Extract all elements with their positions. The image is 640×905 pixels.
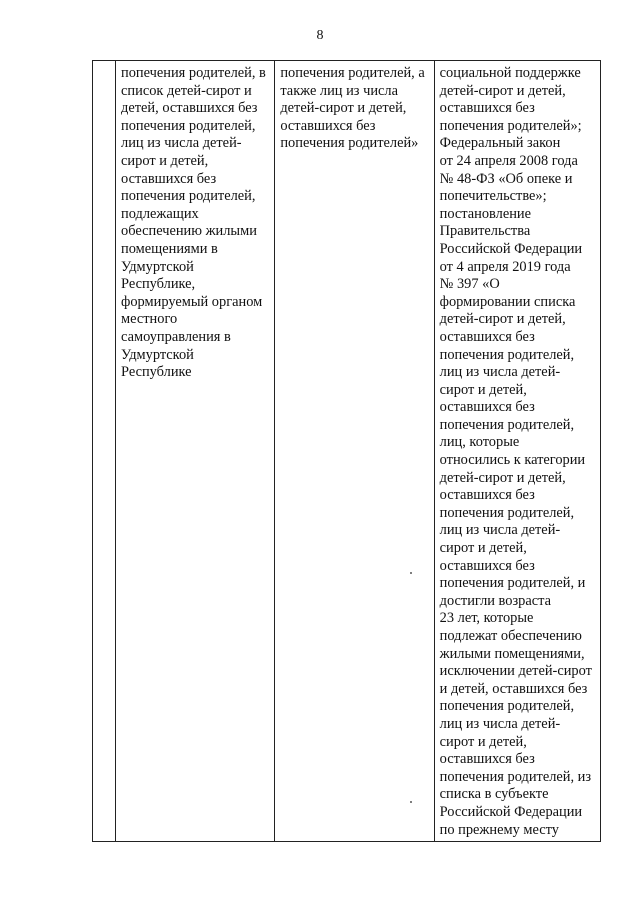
text-line: постановление (439, 205, 532, 222)
text-line: Удмуртской (121, 346, 194, 363)
text-line: сирот и детей, (439, 381, 527, 398)
text-line: Удмуртской (121, 258, 194, 275)
text-line: Республике, (121, 276, 196, 293)
text-line: попечения родителей» (280, 135, 419, 152)
text-line: оставшихся без (121, 170, 217, 187)
text-line: лиц, которые (439, 434, 520, 451)
text-line: формировании списка (439, 293, 576, 310)
text-line: от 24 апреля 2008 года (439, 152, 578, 169)
cell-text-list-description (116, 61, 274, 382)
text-line: оставшихся без (439, 557, 535, 574)
cell-text-category-description (275, 61, 433, 153)
scan-speck (410, 572, 412, 574)
text-line: Российской Федерации (439, 803, 583, 820)
text-line: оставшихся без (280, 117, 376, 134)
text-line: попечения родителей, (439, 416, 575, 433)
text-line: самоуправления в (121, 328, 231, 345)
text-line: оставшихся без (439, 399, 535, 416)
text-line: попечения родителей, а (280, 65, 425, 81)
text-line: попечения родителей, из (439, 768, 592, 785)
text-line: и детей, оставшихся без (439, 680, 588, 697)
text-line: детей-сирот и детей, (439, 469, 566, 486)
document-table (92, 60, 601, 842)
text-line: подлежащих (121, 205, 199, 222)
text-line: от 4 апреля 2019 года (439, 258, 571, 275)
text-line: оставшихся без (439, 328, 535, 345)
text-line: по прежнему месту (439, 821, 559, 838)
text-line: детей, оставшихся без (121, 100, 258, 117)
text-line: достигли возраста (439, 592, 551, 609)
text-line: сирот и детей, (439, 733, 527, 750)
table-cell-legal-basis (434, 61, 600, 842)
text-line: социальной поддержке (439, 65, 581, 81)
text-line: формируемый органом (121, 293, 263, 310)
text-line: сирот и детей, (121, 152, 209, 169)
text-line: попечения родителей, (439, 504, 575, 521)
text-line: местного (121, 311, 178, 328)
text-line: относились к категории (439, 452, 586, 469)
page-number: 8 (316, 28, 324, 43)
text-line: попечения родителей, (121, 188, 256, 205)
text-line: детей-сирот и детей, (280, 100, 407, 117)
scan-speck (410, 801, 412, 803)
text-line: списка в субъекте (439, 786, 549, 803)
text-line: обеспечению жилыми (121, 223, 257, 240)
text-line: также лиц из числа (280, 82, 398, 99)
text-line: оставшихся без (439, 487, 535, 504)
text-line: 23 лет, которые (439, 610, 534, 627)
text-line: попечения родителей, и (439, 575, 586, 592)
text-line: попечения родителей, (439, 346, 575, 363)
table-cell-number-column (93, 61, 116, 842)
text-line: лиц из числа детей- (439, 522, 561, 539)
table-cell-list-description (116, 61, 275, 842)
text-line: список детей-сирот и (121, 82, 252, 99)
text-line: попечения родителей, (439, 698, 575, 715)
text-line: исключении детей-сирот (439, 663, 592, 680)
text-line: № 48-ФЗ «Об опеке и (439, 170, 573, 187)
text-line: Федеральный закон (439, 135, 561, 152)
text-line: попечения родителей»; (439, 117, 582, 134)
text-line: лиц из числа детей- (439, 364, 561, 381)
table-row (93, 61, 601, 842)
table-cell-category-description (275, 61, 434, 842)
text-line: № 397 «О (439, 276, 500, 293)
text-line: детей-сирот и детей, (439, 311, 566, 328)
text-line: Правительства (439, 223, 531, 240)
text-line: детей-сирот и детей, (439, 82, 566, 99)
text-line: оставшихся без (439, 100, 535, 117)
text-line: Республике (121, 364, 192, 381)
text-line: лиц из числа детей- (439, 715, 561, 732)
cell-text-legal-basis (435, 61, 600, 839)
text-line: подлежат обеспечению (439, 628, 582, 644)
text-line: Российской Федерации (439, 240, 583, 257)
text-line: попечения родителей, (121, 117, 256, 134)
text-line: сирот и детей, (439, 540, 527, 557)
text-line: жилыми помещениями, (439, 645, 585, 662)
text-line: попечения родителей, в (121, 65, 266, 81)
text-line: оставшихся без (439, 751, 535, 768)
text-line: помещениями в (121, 240, 218, 257)
text-line: попечительстве»; (439, 188, 547, 205)
text-line: лиц из числа детей- (121, 135, 242, 152)
